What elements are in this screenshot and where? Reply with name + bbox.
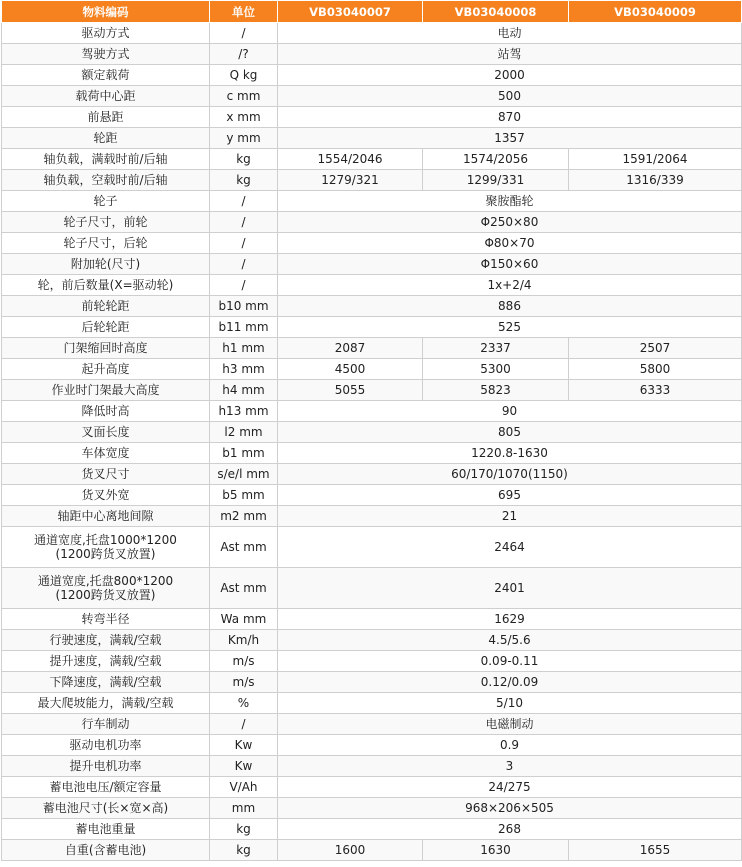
spec-name (2, 254, 210, 275)
spec-name-text: 叉面长度 (81, 425, 130, 439)
table-row (2, 609, 742, 630)
spec-name-text: 通道宽度,托盘800*1200 (37, 574, 174, 588)
spec-name-note: (1200跨货叉放置) (55, 588, 156, 602)
table-row (2, 380, 742, 401)
spec-value-shared: 1x+2/4 (278, 275, 742, 296)
spec-value-model-3: 1591/2064 (569, 149, 742, 170)
spec-name-text: 下降速度，满载/空载 (49, 675, 162, 689)
table-row (2, 485, 742, 506)
spec-name (2, 86, 210, 107)
spec-name (2, 777, 210, 798)
spec-unit: Wa mm (210, 609, 278, 630)
spec-name (2, 128, 210, 149)
spec-unit: m/s (210, 672, 278, 693)
spec-value-model-1: 2087 (278, 338, 423, 359)
spec-name-text: 蓄电池重量 (75, 822, 136, 836)
spec-name (2, 819, 210, 840)
spec-value-model-2: 1574/2056 (423, 149, 569, 170)
spec-name-text: 轮子尺寸，前轮 (63, 215, 148, 229)
spec-name-text: 前轮轮距 (81, 299, 130, 313)
spec-name (2, 338, 210, 359)
spec-name (2, 149, 210, 170)
spec-unit: kg (210, 170, 278, 191)
spec-name-text: 蓄电池尺寸(长×宽×高) (42, 801, 169, 815)
spec-name-text: 轴负载，满载时前/后轴 (43, 152, 168, 166)
spec-value-shared: 886 (278, 296, 742, 317)
spec-unit: m/s (210, 651, 278, 672)
spec-unit: Ast mm (210, 568, 278, 609)
spec-unit: h1 mm (210, 338, 278, 359)
spec-name-text: 轮，前后数量(X=驱动轮) (37, 278, 174, 292)
spec-value-shared: 805 (278, 422, 742, 443)
spec-name (2, 191, 210, 212)
spec-value-shared: 2401 (278, 568, 742, 609)
table-row (2, 23, 742, 44)
spec-value-shared: 870 (278, 107, 742, 128)
spec-name-text: 轴距中心离地间隙 (57, 509, 154, 523)
spec-name-text: 货叉外宽 (81, 488, 130, 502)
spec-value-model-3: 1316/339 (569, 170, 742, 191)
spec-name-text: 起升高度 (81, 362, 130, 376)
table-row (2, 338, 742, 359)
spec-value-shared: 5/10 (278, 693, 742, 714)
spec-name-text: 提升速度，满载/空载 (49, 654, 162, 668)
spec-name-text: 货叉尺寸 (81, 467, 130, 481)
spec-unit: / (210, 191, 278, 212)
table-row (2, 819, 742, 840)
spec-value-model-2: 1299/331 (423, 170, 569, 191)
spec-value-model-1: 1279/321 (278, 170, 423, 191)
spec-unit: Ast mm (210, 527, 278, 568)
spec-unit: s/e/l mm (210, 464, 278, 485)
spec-unit: l2 mm (210, 422, 278, 443)
spec-name-text: 轮距 (93, 131, 118, 145)
table-row (2, 128, 742, 149)
spec-name (2, 317, 210, 338)
table-row (2, 672, 742, 693)
spec-name-text: 车体宽度 (81, 446, 130, 460)
spec-unit: h4 mm (210, 380, 278, 401)
spec-unit: y mm (210, 128, 278, 149)
spec-value-shared: 2000 (278, 65, 742, 86)
spec-value-shared: 268 (278, 819, 742, 840)
spec-value-model-2: 2337 (423, 338, 569, 359)
spec-name (2, 380, 210, 401)
spec-value-shared: 0.9 (278, 735, 742, 756)
table-row (2, 401, 742, 422)
spec-unit: b1 mm (210, 443, 278, 464)
table-row (2, 464, 742, 485)
spec-name-text: 门架缩回时高度 (63, 341, 148, 355)
spec-unit: b10 mm (210, 296, 278, 317)
table-row (2, 44, 742, 65)
table-row (2, 86, 742, 107)
spec-name (2, 672, 210, 693)
spec-name-text: 轴负载，空载时前/后轴 (43, 173, 168, 187)
spec-name-note: (1200跨货叉放置) (55, 547, 156, 561)
spec-name (2, 422, 210, 443)
table-row (2, 756, 742, 777)
spec-value-shared: 60/170/1070(1150) (278, 464, 742, 485)
spec-value-model-1: 1600 (278, 840, 423, 861)
spec-value-model-3: 1655 (569, 840, 742, 861)
table-row (2, 777, 742, 798)
spec-value-model-3: 5800 (569, 359, 742, 380)
table-row (2, 317, 742, 338)
spec-name-text: 前悬距 (87, 110, 124, 124)
spec-name-text: 转弯半径 (81, 612, 130, 626)
spec-unit: kg (210, 149, 278, 170)
spec-name-text: 蓄电池电压/额定容量 (49, 780, 162, 794)
spec-name-text: 行车制动 (81, 717, 130, 731)
spec-name (2, 443, 210, 464)
spec-value-shared: Φ150×60 (278, 254, 742, 275)
header-item-code: 物料编码 (2, 1, 210, 23)
spec-unit: b11 mm (210, 317, 278, 338)
spec-table-body (2, 23, 742, 861)
table-row (2, 359, 742, 380)
spec-name-text: 作业时门架最大高度 (51, 383, 160, 397)
table-row (2, 275, 742, 296)
spec-name (2, 170, 210, 191)
spec-table-header (2, 1, 742, 23)
spec-name (2, 44, 210, 65)
spec-name (2, 609, 210, 630)
spec-name-text: 降低时高 (81, 404, 130, 418)
table-row (2, 233, 742, 254)
spec-name-text: 后轮轮距 (81, 320, 130, 334)
spec-unit: h13 mm (210, 401, 278, 422)
spec-name (2, 23, 210, 44)
table-row (2, 65, 742, 86)
spec-unit: / (210, 233, 278, 254)
spec-name (2, 275, 210, 296)
spec-value-shared: 1357 (278, 128, 742, 149)
spec-name (2, 630, 210, 651)
table-row (2, 212, 742, 233)
table-row (2, 630, 742, 651)
spec-name (2, 527, 210, 568)
table-row (2, 735, 742, 756)
spec-value-shared: 1220.8-1630 (278, 443, 742, 464)
spec-value-shared: 电动 (278, 23, 742, 44)
table-row (2, 568, 742, 609)
spec-name-text: 提升电机功率 (69, 759, 142, 773)
spec-unit: V/Ah (210, 777, 278, 798)
spec-name (2, 359, 210, 380)
spec-value-shared: 500 (278, 86, 742, 107)
spec-name (2, 568, 210, 609)
spec-value-model-2: 1630 (423, 840, 569, 861)
spec-value-shared: 4.5/5.6 (278, 630, 742, 651)
header-model-1: VB03040007 (278, 1, 423, 23)
table-row (2, 296, 742, 317)
spec-name-text: 附加轮(尺寸) (70, 257, 141, 271)
spec-name-text: 驾驶方式 (81, 47, 130, 61)
spec-name (2, 65, 210, 86)
spec-name (2, 296, 210, 317)
spec-value-shared: 1629 (278, 609, 742, 630)
spec-value-shared: 695 (278, 485, 742, 506)
spec-value-shared: 0.12/0.09 (278, 672, 742, 693)
table-row (2, 422, 742, 443)
spec-unit: c mm (210, 86, 278, 107)
spec-name (2, 651, 210, 672)
spec-unit: mm (210, 798, 278, 819)
spec-value-shared: Φ80×70 (278, 233, 742, 254)
spec-value-shared: 3 (278, 756, 742, 777)
spec-value-shared: 聚胺酯轮 (278, 191, 742, 212)
table-row (2, 527, 742, 568)
spec-unit: / (210, 714, 278, 735)
table-row (2, 798, 742, 819)
table-row (2, 651, 742, 672)
spec-name-text: 载荷中心距 (75, 89, 136, 103)
spec-unit: Km/h (210, 630, 278, 651)
spec-unit: / (210, 212, 278, 233)
table-row (2, 107, 742, 128)
spec-unit: Kw (210, 756, 278, 777)
spec-value-model-3: 2507 (569, 338, 742, 359)
table-row (2, 443, 742, 464)
spec-name (2, 735, 210, 756)
spec-name (2, 464, 210, 485)
spec-name (2, 798, 210, 819)
spec-value-model-3: 6333 (569, 380, 742, 401)
spec-value-shared: 968×206×505 (278, 798, 742, 819)
header-model-3: VB03040009 (569, 1, 742, 23)
spec-value-model-1: 4500 (278, 359, 423, 380)
spec-name-text: 通道宽度,托盘1000*1200 (34, 533, 177, 547)
spec-unit: x mm (210, 107, 278, 128)
spec-name (2, 485, 210, 506)
spec-name-text: 行驶速度，满载/空载 (49, 633, 162, 647)
spec-name (2, 840, 210, 861)
table-row (2, 149, 742, 170)
spec-name-text: 驱动电机功率 (69, 738, 142, 752)
spec-name-text: 最大爬坡能力，满载/空载 (37, 696, 174, 710)
spec-name-text: 额定载荷 (81, 68, 130, 82)
spec-unit: kg (210, 840, 278, 861)
spec-name (2, 107, 210, 128)
spec-value-shared: 0.09-0.11 (278, 651, 742, 672)
spec-value-shared: 电磁制动 (278, 714, 742, 735)
spec-unit: Q kg (210, 65, 278, 86)
spec-value-shared: 站驾 (278, 44, 742, 65)
spec-name-text: 驱动方式 (81, 26, 130, 40)
spec-name (2, 233, 210, 254)
spec-value-model-1: 1554/2046 (278, 149, 423, 170)
spec-unit: Kw (210, 735, 278, 756)
header-model-2: VB03040008 (423, 1, 569, 23)
spec-value-shared: 2464 (278, 527, 742, 568)
spec-name (2, 714, 210, 735)
spec-value-model-2: 5823 (423, 380, 569, 401)
spec-name (2, 506, 210, 527)
spec-value-model-1: 5055 (278, 380, 423, 401)
table-row (2, 191, 742, 212)
spec-name (2, 756, 210, 777)
spec-unit: / (210, 23, 278, 44)
spec-unit: kg (210, 819, 278, 840)
spec-value-shared: 525 (278, 317, 742, 338)
spec-unit: h3 mm (210, 359, 278, 380)
spec-name (2, 212, 210, 233)
spec-value-shared: 90 (278, 401, 742, 422)
table-row (2, 170, 742, 191)
table-row (2, 714, 742, 735)
spec-name (2, 401, 210, 422)
spec-name-text: 轮子 (93, 194, 118, 208)
spec-unit: % (210, 693, 278, 714)
spec-value-shared: 24/275 (278, 777, 742, 798)
spec-table (1, 0, 742, 861)
table-row (2, 693, 742, 714)
spec-name-text: 轮子尺寸，后轮 (63, 236, 148, 250)
spec-unit: m2 mm (210, 506, 278, 527)
spec-unit: /? (210, 44, 278, 65)
table-row (2, 840, 742, 861)
spec-value-shared: 21 (278, 506, 742, 527)
table-row (2, 254, 742, 275)
spec-unit: / (210, 275, 278, 296)
spec-value-model-2: 5300 (423, 359, 569, 380)
spec-name-text: 自重(含蓄电池) (64, 843, 147, 857)
spec-name (2, 693, 210, 714)
spec-unit: / (210, 254, 278, 275)
spec-unit: b5 mm (210, 485, 278, 506)
spec-value-shared: Φ250×80 (278, 212, 742, 233)
table-row (2, 506, 742, 527)
header-unit: 单位 (210, 1, 278, 23)
